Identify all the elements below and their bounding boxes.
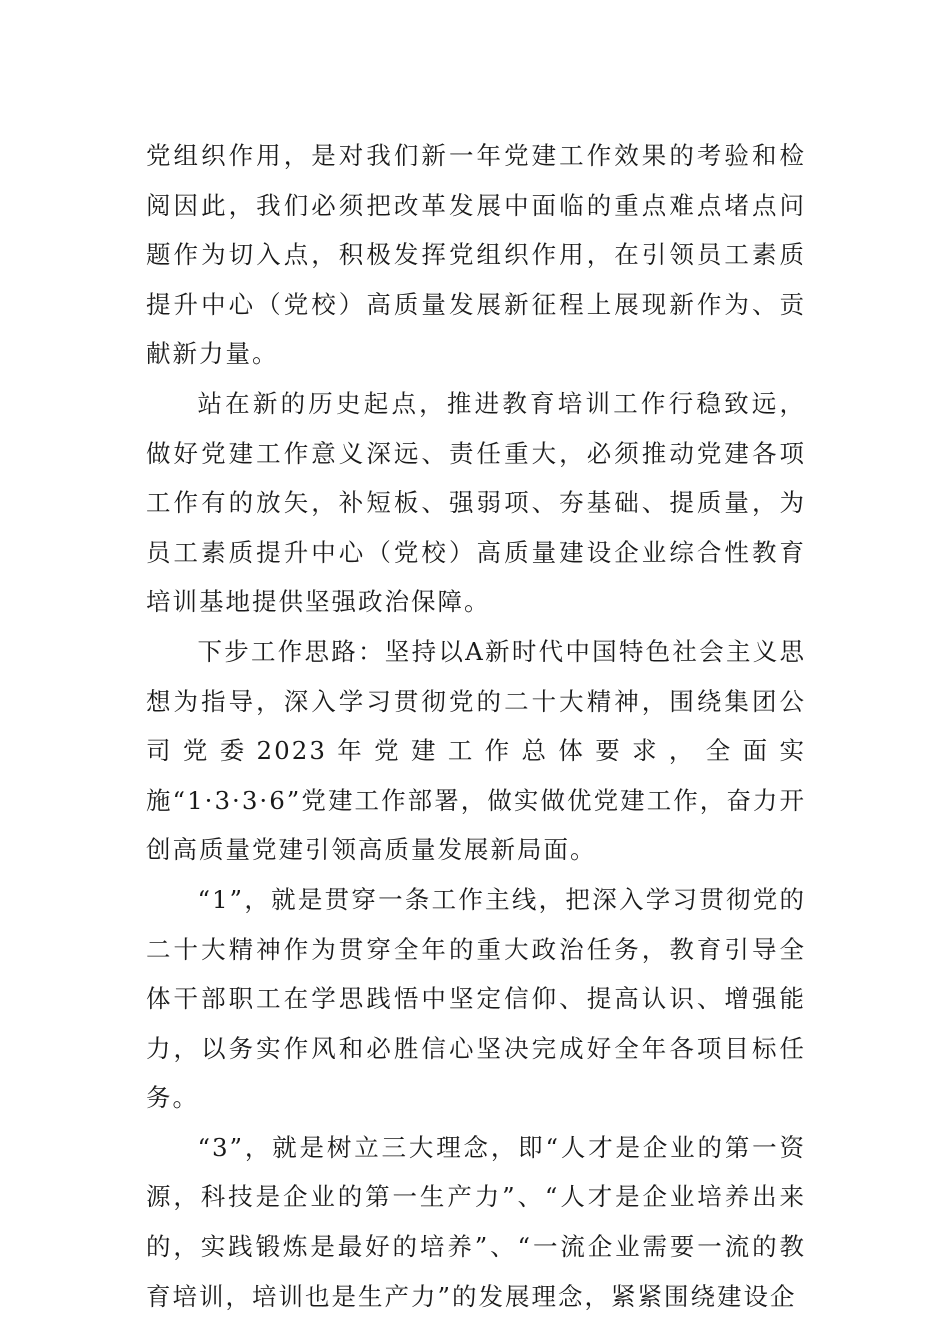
paragraph-5: “3”，就是树立三大理念，即“人才是企业的第一资源，科技是企业的第一生产力”、“人才是企业培养出来的，实践锻炼是最好的培养”、“一流企业需要一流的教育培训，培训也是生产力”的发展理念，紧紧围绕建设企 (146, 1132, 806, 1311)
paragraph-3: 下步工作思路：坚持以A新时代中国特色社会主义思想为指导，深入学习贯彻党的二十大精神，围绕集团公司党委2023年党建工作总体要求，全面实施“1·3·3·6”党建工作部署，做实做优党建工作，奋力开创高质量党建引领高质量发展新局面。 (146, 636, 806, 865)
paragraph-1: 党组织作用，是对我们新一年党建工作效果的考验和检阅因此，我们必须把改革发展中面临的重点难点堵点问题作为切入点，积极发挥党组织作用，在引领员工素质提升中心（党校）高质量发展新征程上展现新作为、贡献新力量。 (146, 141, 806, 369)
paragraph-4: “1”，就是贯穿一条工作主线，把深入学习贯彻党的二十大精神作为贯穿全年的重大政治任务，教育引导全体干部职工在学思践悟中坚定信仰、提高认识、增强能力，以务实作风和必胜信心坚决完成好全年各项目标任务。 (146, 884, 806, 1113)
document-body (146, 131, 806, 1321)
paragraph-2: 站在新的历史起点，推进教育培训工作行稳致远，做好党建工作意义深远、责任重大，必须推动党建各项工作有的放矢，补短板、强弱项、夯基础、提质量，为员工素质提升中心（党校）高质量建设企业综合性教育培训基地提供坚强政治保障。 (146, 388, 806, 617)
